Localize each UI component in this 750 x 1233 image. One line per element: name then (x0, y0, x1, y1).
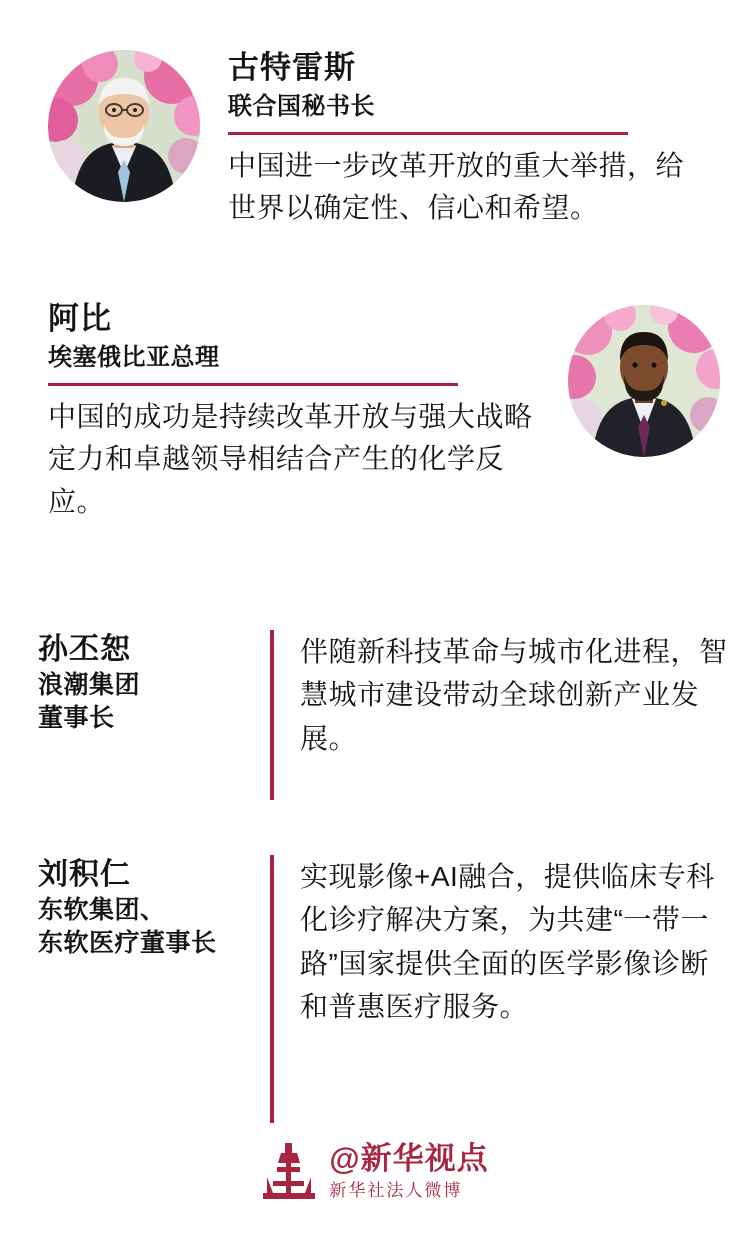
speaker-org-line-2: 董事长 (38, 704, 115, 732)
quote-text: 中国的成功是持续改革开放与强大战略定力和卓越领导相结合产生的化学反应。 (48, 400, 533, 517)
accent-divider (48, 383, 458, 386)
speaker-title: 埃塞俄比亚总理 (48, 343, 220, 371)
speaker-name: 古特雷斯 (228, 50, 356, 85)
footer-text (329, 1142, 488, 1203)
speaker-label (38, 630, 270, 735)
quote-body-guterres (228, 42, 708, 230)
portrait-guterres (48, 50, 200, 202)
footer-logo (0, 1141, 750, 1203)
xinhua-logo-icon (261, 1141, 317, 1203)
speaker-org-line-1: 浪潮集团 (38, 671, 141, 699)
quote-block-guterres (48, 42, 708, 230)
quote-body-abiy (20, 295, 552, 523)
speaker-name: 刘积仁 (38, 858, 131, 891)
quote-block-liu (38, 855, 728, 1123)
speaker-title: 联合国秘书长 (228, 92, 375, 120)
footer-account-name: @新华视点 (329, 1140, 489, 1176)
speaker-org-line-2: 东软医疗董事长 (38, 929, 217, 957)
speaker-org-line-1: 东软集团、 (38, 896, 166, 924)
portrait-abiy (568, 305, 720, 457)
accent-divider (228, 132, 628, 135)
footer-account-sub: 新华社法人微博 (329, 1180, 463, 1200)
quote-text: 伴随新科技革命与城市化进程，智慧城市建设带动全球创新产业发展。 (300, 636, 728, 754)
quote-text: 实现影像+AI融合，提供临床专科化诊疗解决方案，为共建“一带一路”国家提供全面的医学影像诊断和普惠医疗服务。 (300, 861, 715, 1023)
quote-block-abiy (20, 295, 720, 523)
quote-block-sun (38, 630, 728, 800)
speaker-name: 孙丕恕 (38, 633, 131, 666)
speaker-label (38, 855, 270, 960)
speaker-name: 阿比 (48, 301, 112, 336)
quote-text: 中国进一步改革开放的重大举措，给世界以确定性、信心和希望。 (228, 149, 685, 224)
